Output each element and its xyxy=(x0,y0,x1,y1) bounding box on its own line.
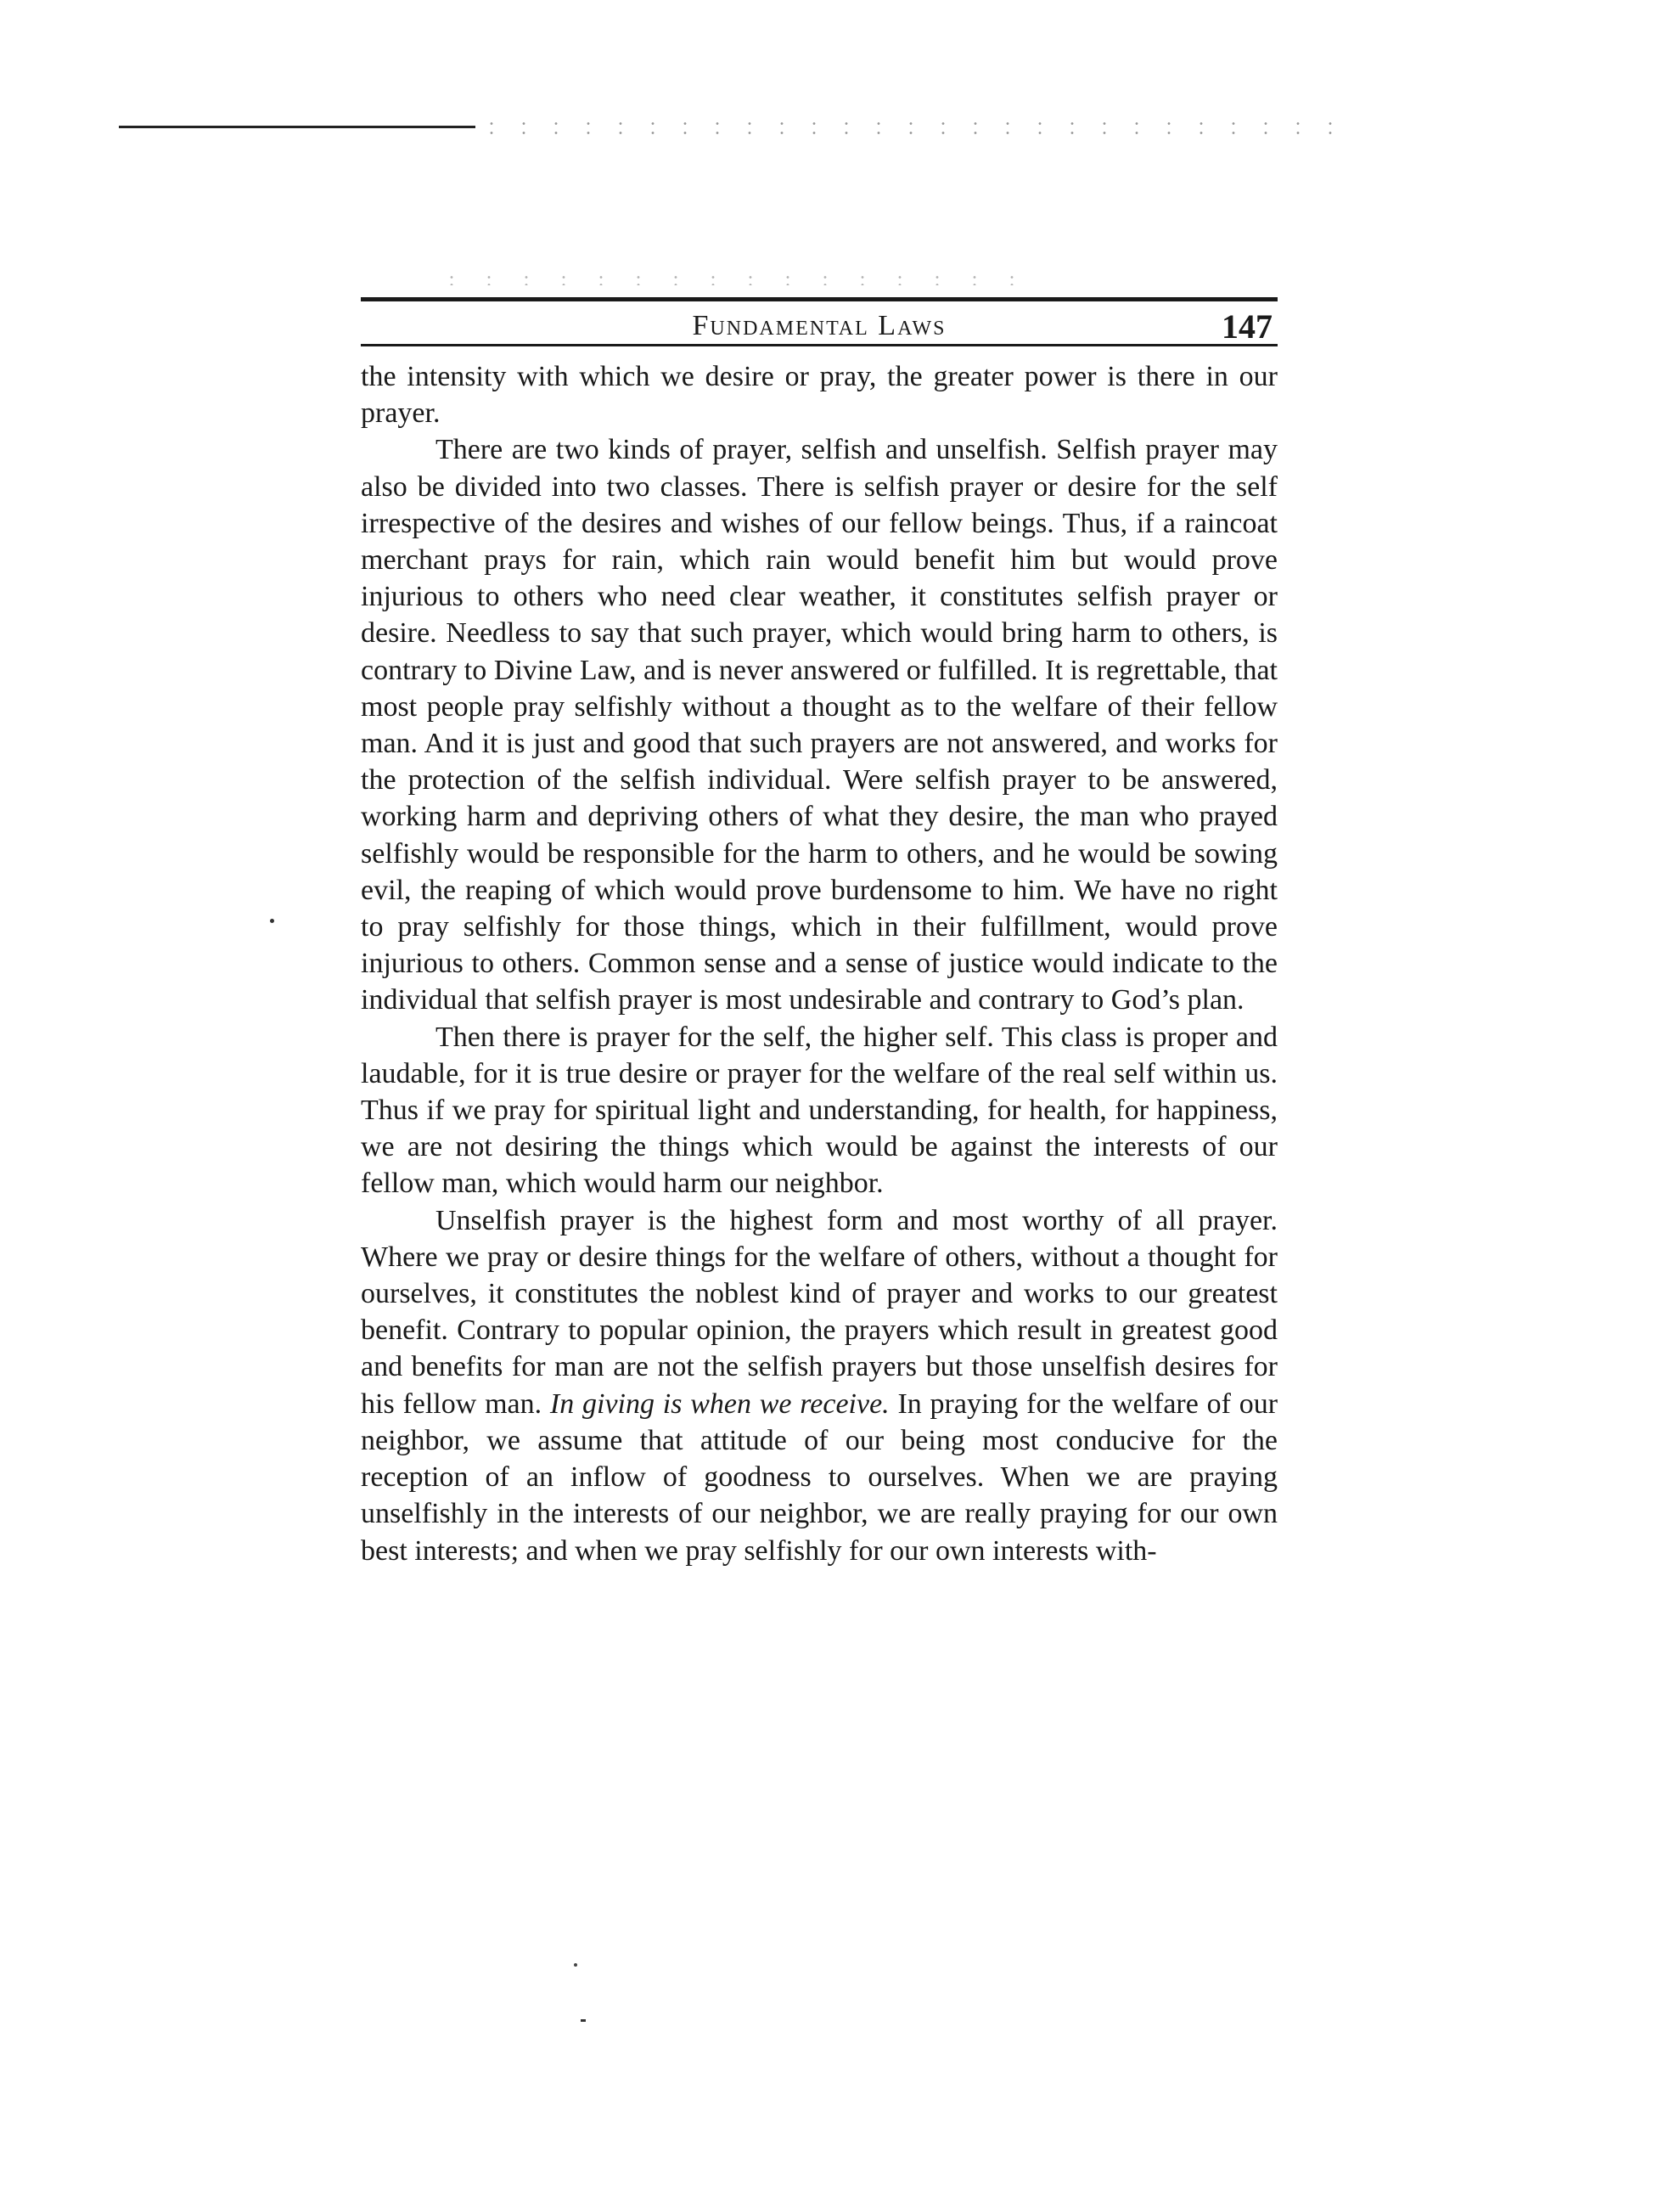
body-text xyxy=(361,358,1278,1569)
paragraph-selfish-prayer: There are two kinds of prayer, selfish and unselfish. Selfish prayer may also be divided into two classes. There is selfish prayer or desire for the self irrespective of the desires and wishes of our fellow beings. Thus, if a raincoat merchant prays for rain, which rain would benefit him but would prove injurious to others who need clear weather, it constitutes selfish prayer or desire. Needless to say that such prayer, which would bring harm to others, is contrary to Divine Law, and is never answered or fulfilled. It is regrettable, that most people pray selfishly without a thought as to the welfare of their fellow man. And it is just and good that such prayers are not answered, and works for the protection of the selfish individual. Were selfish prayer to be answered, working harm and depriving others of what they desire, the man who prayed selfishly would be responsible for the harm to others, and he would be sowing evil, the reaping of which would prove burdensome to him. We have no right to pray selfishly for those things, which in their fulfillment, would prove injurious to others. Common sense and a sense of justice would indicate to the individual that selfish prayer is most undesirable and contrary to God’s plan. xyxy=(361,434,1278,1016)
scan-artifact-specks xyxy=(475,119,1358,134)
italic-phrase: In giving is when we receive. xyxy=(549,1387,890,1420)
paragraph-continuation: the intensity with which we desire or pray, the greater power is there in our prayer. xyxy=(361,361,1278,430)
scan-artifact-line xyxy=(119,126,475,128)
scan-stray-mark xyxy=(581,2019,586,2022)
scan-stray-mark xyxy=(574,1963,577,1967)
scan-stray-mark xyxy=(270,919,274,923)
page-number: 147 xyxy=(1222,307,1273,346)
paragraph-text-before: Unselfish prayer is the highest form and most worthy of all prayer. Where we pray or desire things for the welfare of others, without a thought for ourselves, it constitutes the noblest kind of prayer and works to our greatest benefit. Contrary to popular opinion, the prayers which result in greatest good and benefits for man are not the selfish prayers but those unselfish desires for his fellow man. xyxy=(361,1204,1278,1420)
paragraph-unselfish-prayer xyxy=(361,1202,1278,1569)
scan-artifact-specks-lower xyxy=(433,273,1027,285)
header-rule-bottom xyxy=(361,344,1278,346)
book-page xyxy=(361,297,1278,1569)
paragraph-text-after: In praying for the welfare of our neighbor, we assume that attitude of our being most conducive for the reception of an inflow of goodness to ourselves. When we are praying unselfishly in the interests of our neighbor, we are really praying for our own best interests; and when we pray selfishly for our own interests with- xyxy=(361,1387,1278,1567)
page-header xyxy=(361,303,1278,344)
running-head: Fundamental Laws xyxy=(692,310,947,341)
header-rule-top xyxy=(361,297,1278,301)
paragraph-higher-self: Then there is prayer for the self, the higher self. This class is proper and laudable, for it is true desire or prayer for the welfare of the real self within us. Thus if we pray for spiritual light and understanding, for health, for happiness, we are not desiring the things which would be against the interests of our fellow man, which would harm our neighbor. xyxy=(361,1021,1278,1200)
